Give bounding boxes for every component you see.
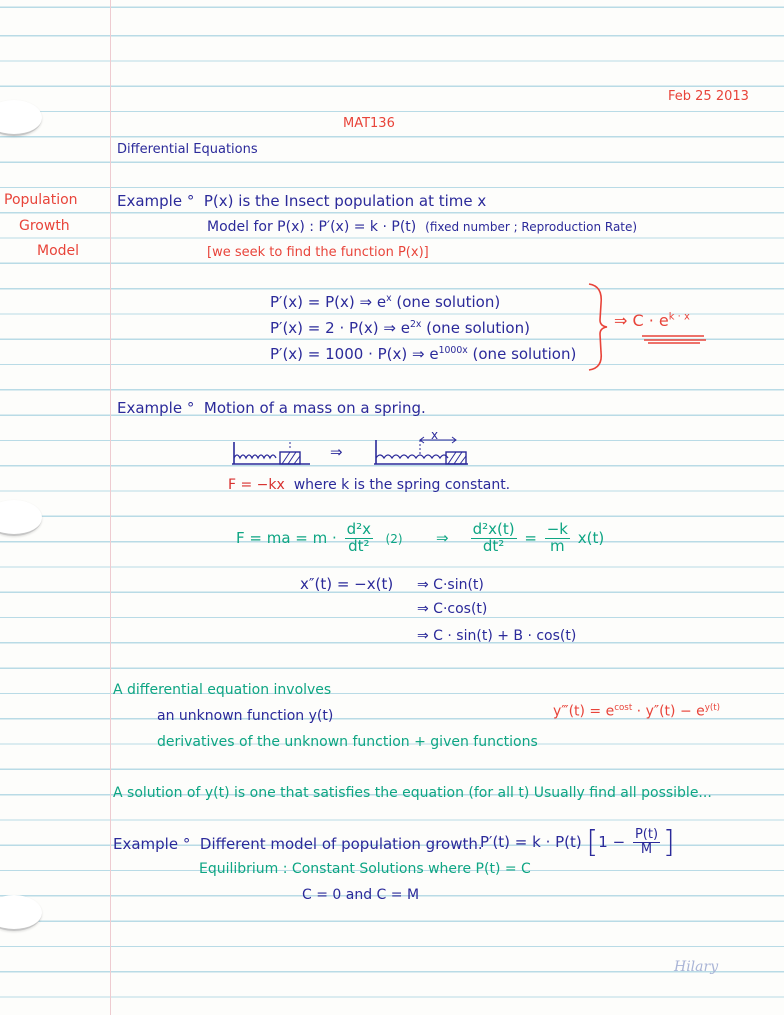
spring-diagram-stretched bbox=[370, 428, 470, 468]
solution-sin: ⇒ C·sin(t) bbox=[417, 577, 484, 593]
example3-line bbox=[113, 836, 483, 853]
margin-note-line1: Population bbox=[4, 192, 78, 208]
course-code: MAT136 bbox=[343, 116, 395, 131]
newton-equation: F = ma = m · $\frac{\text{d²x}}{\text{dt²}}$ (2) ⇒ $\frac{\text{d²x(t)}}{\text{dt²}}$ = $\frac{-k}{m}$ x(t) bbox=[236, 520, 605, 555]
example2-label: Example bbox=[117, 399, 183, 417]
close-bracket: ] bbox=[663, 825, 675, 860]
logistic-equation: P′(t) = k · P(t) [1 − $\frac{P(t)}{M}$ ] bbox=[480, 825, 675, 860]
binder-hole-middle bbox=[0, 500, 42, 536]
signature: Hilary bbox=[674, 959, 719, 975]
binder-hole-bottom bbox=[0, 895, 42, 931]
underline-scribble bbox=[640, 333, 710, 345]
binder-hole-top bbox=[0, 100, 42, 136]
example2-text: Motion of a mass on a spring. bbox=[203, 399, 426, 417]
example3-text: Different model of population growth. bbox=[199, 835, 483, 853]
exp-eq1: P′(x) = P(x) ⇒ $e^x$ (one solution) bbox=[270, 293, 501, 311]
exp-eq3: P′(x) = 1000 · P(x) ⇒ $e^{1000x}$ (one solution) bbox=[270, 345, 577, 363]
spring-arrow: ⇒ bbox=[330, 443, 343, 461]
solution-definition: A solution of y(t) is one that satisfies the equation (for all t) Usually find all possible... bbox=[113, 785, 712, 801]
equilibrium-line: Equilibrium : Constant Solutions where P(t) = C bbox=[199, 861, 531, 877]
definition-intro: A differential equation involves bbox=[113, 682, 332, 698]
margin-line bbox=[110, 0, 111, 1015]
example3-colon: ° bbox=[178, 835, 200, 853]
example2-line bbox=[117, 400, 426, 417]
model-prefix: Model for P(x) : P′(x) = k · P(t) bbox=[207, 219, 417, 235]
displacement-label: x bbox=[431, 428, 439, 442]
example1-label: Example bbox=[117, 192, 183, 210]
general-solution: ⇒ $C \cdot e^{k \cdot x}$ bbox=[614, 311, 690, 330]
force-law: F = −kx bbox=[228, 477, 285, 493]
equilibrium-constants: C = 0 and C = M bbox=[302, 887, 420, 903]
force-law-line bbox=[228, 478, 510, 493]
second-derivative-fraction: $\frac{\text{d²x}}{\text{dt²}}$ bbox=[346, 520, 371, 555]
second-derivative-xt-fraction: $\frac{\text{d²x(t)}}{\text{dt²}}$ bbox=[472, 520, 515, 555]
exp-eq2: P′(x) = 2 · P(x) ⇒ $e^{2x}$ (one solution) bbox=[270, 319, 530, 337]
curly-brace bbox=[585, 282, 615, 372]
margin-note-line2: Growth bbox=[19, 218, 70, 234]
example1-line bbox=[117, 193, 486, 210]
ode-line: x″(t) = −x(t) bbox=[300, 575, 394, 593]
example3-label: Example bbox=[113, 835, 179, 853]
example2-colon: ° bbox=[182, 399, 204, 417]
p-over-m-fraction: $\frac{P(t)}{M}$ bbox=[634, 827, 659, 857]
ode-example: y‴(t) = $e^{cost} \cdot y''(t) - e^{y(t)}$ bbox=[553, 703, 721, 720]
model-note: (fixed number ; Reproduction Rate) bbox=[425, 220, 638, 234]
model-line bbox=[207, 220, 637, 235]
definition-item2: derivatives of the unknown function + given functions bbox=[157, 734, 538, 750]
example1-text: P(x) is the Insect population at time x bbox=[203, 192, 487, 210]
k-over-m-fraction: $\frac{-k}{m}$ bbox=[546, 520, 568, 555]
spring-diagram-rest bbox=[228, 438, 318, 468]
margin-note-line3: Model bbox=[37, 243, 80, 259]
seek-note: [we seek to find the function P(x)] bbox=[207, 245, 429, 260]
solution-cos: ⇒ C·cos(t) bbox=[417, 601, 488, 617]
solution-general: ⇒ C · sin(t) + B · cos(t) bbox=[417, 628, 577, 644]
definition-item1: an unknown function y(t) bbox=[157, 708, 334, 724]
topic-title: Differential Equations bbox=[117, 142, 258, 157]
open-bracket: [ bbox=[586, 825, 599, 860]
example1-colon: ° bbox=[182, 192, 204, 210]
date: Feb 25 2013 bbox=[668, 89, 749, 104]
force-note: where k is the spring constant. bbox=[293, 477, 511, 493]
